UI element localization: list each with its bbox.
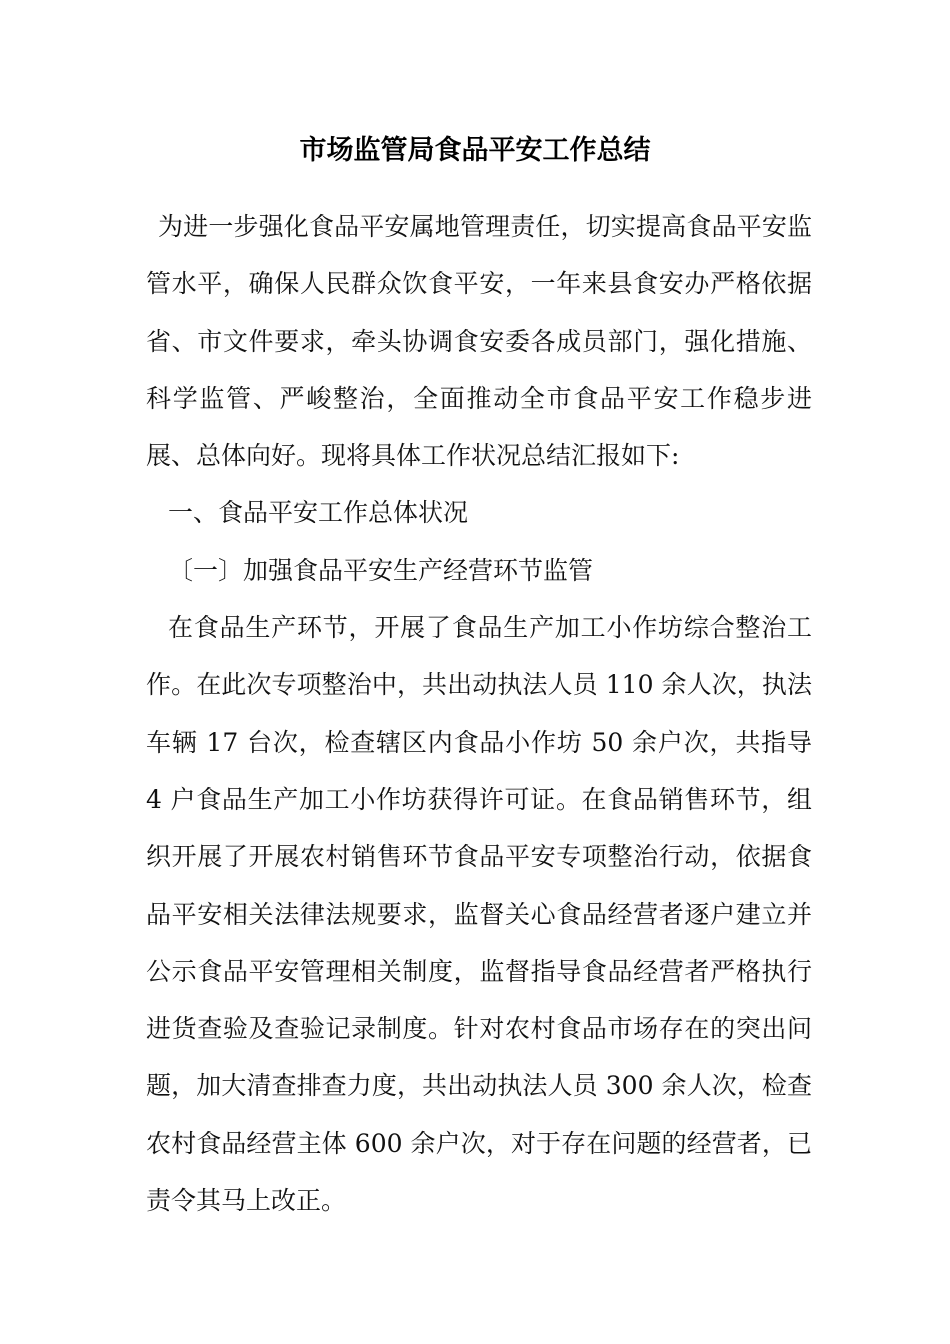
intro-paragraph: 为进一步强化食品平安属地管理责任，切实提高食品平安监管水平，确保人民群众饮食平安，一年来县食安办严格依据省、市文件要求，牵头协调食安委各成员部门，强化措施、科学监管、严峻整治，全面推动全市食品平安工作稳步进展、总体向好。现将具体工作状况总结汇报如下: [146, 212, 812, 471]
document-body [146, 198, 812, 1229]
document-title: 市场监管局食品平安工作总结 [299, 135, 651, 166]
subsection-paragraph: 在食品生产环节，开展了食品生产加工小作坊综合整治工作。在此次专项整治中，共出动执法人员 110 余人次，执法车辆 17 台次，检查辖区内食品小作坊 50 余户次，共指导 4 户食品生产加工小作坊获得许可证。在食品销售环节，组织开展了开展农村销售环节食品平安专项整治行动，依据食品平安相关法律法规要求，监督关心食品经营者逐户建立并公示食品平安管理相关制度，监督指导食品经营者严格执行进货查验及查验记录制度。针对农村食品市场存在的突出问题，加大清查排查力度，共出动执法人员 300 余人次，检查农村食品经营主体 600 余户次，对于存在问题的经营者，已责令其马上改正。 [146, 613, 812, 1216]
section-heading: 一、食品平安工作总体状况 [168, 498, 469, 528]
subsection-heading: 〔一〕加强食品平安生产经营环节监管 [168, 555, 594, 585]
